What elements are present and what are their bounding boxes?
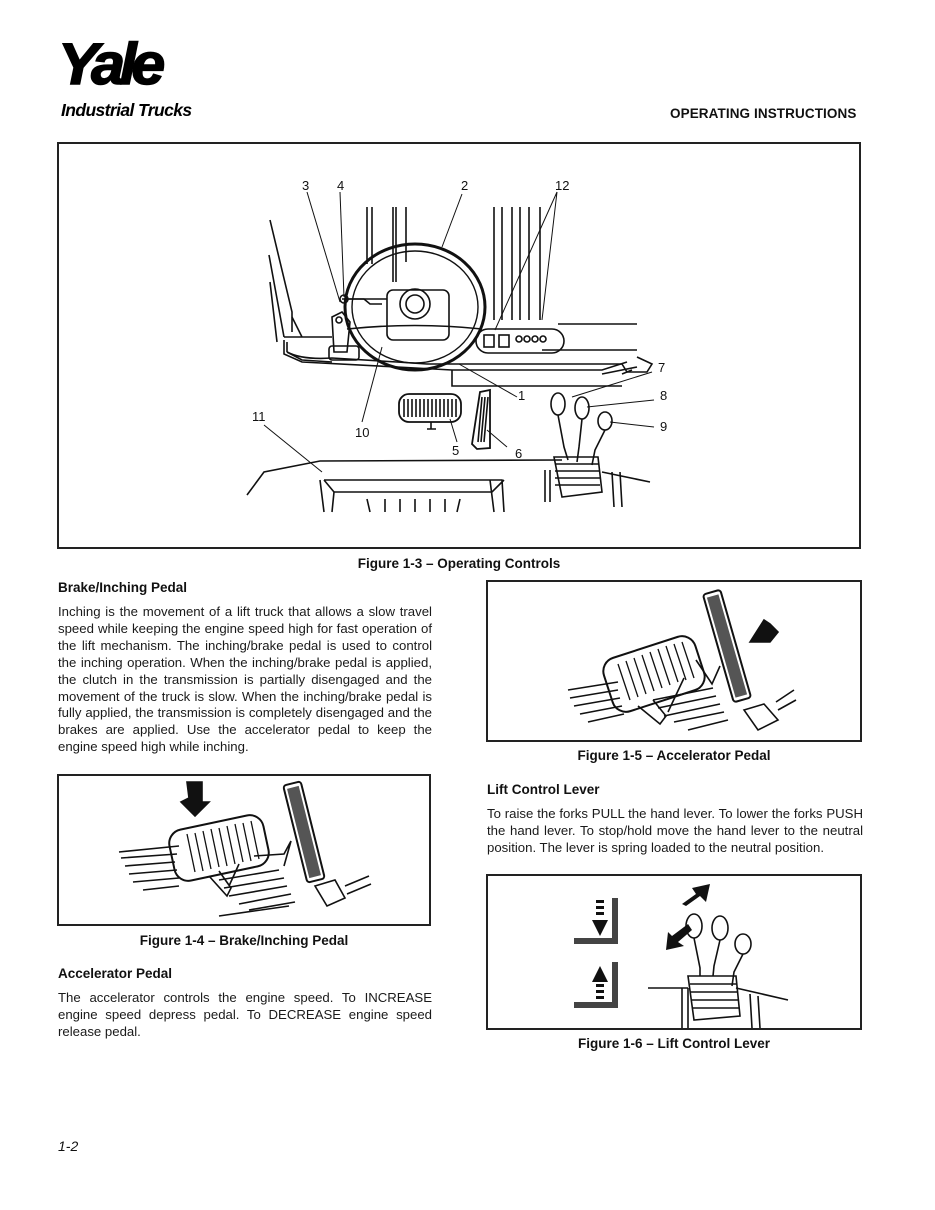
callout-3: 3 [302, 178, 310, 193]
caption-figure-1-5: Figure 1-5 – Accelerator Pedal [577, 748, 771, 763]
raise-forks-icon [574, 962, 618, 1008]
logo-subtitle: Industrial Trucks [61, 100, 192, 120]
callout-2: 2 [461, 178, 469, 193]
caption-figure-1-4: Figure 1-4 – Brake/Inching Pedal [139, 933, 349, 948]
figure-operating-controls [57, 142, 861, 549]
figure-brake-inching-pedal [57, 774, 431, 926]
lower-forks-icon [574, 898, 618, 944]
push-arrow-icon [666, 924, 692, 950]
press-down-arrow-icon [181, 782, 209, 816]
callout-4: 4 [337, 178, 345, 193]
caption-figure-1-3: Figure 1-3 – Operating Controls [357, 556, 561, 571]
paragraph-lift-control-lever: To raise the forks PULL the hand lever. To lower the forks PUSH the hand lever. To stop/hold move the hand lever to the neutral position. The lever is spring loaded to the neutral position. [487, 806, 863, 855]
section-title: OPERATING INSTRUCTIONS [670, 106, 857, 121]
figure-lift-control-lever [486, 874, 862, 1030]
callout-6: 6 [515, 446, 523, 461]
accelerator-pedal-drawing [488, 582, 860, 740]
callout-8: 8 [660, 388, 668, 403]
callout-11: 11 [252, 409, 266, 424]
page-number: 1-2 [58, 1138, 79, 1154]
heading-accelerator-pedal: Accelerator Pedal [58, 966, 173, 981]
caption-figure-1-6: Figure 1-6 – Lift Control Lever [577, 1036, 771, 1051]
heading-lift-control-lever: Lift Control Lever [487, 782, 600, 797]
callout-7: 7 [658, 360, 666, 375]
pull-arrow-icon [682, 884, 710, 906]
operating-controls-drawing [59, 144, 859, 547]
figure-accelerator-pedal [486, 580, 862, 742]
paragraph-accelerator-pedal: The accelerator controls the engine speed. To INCREASE engine speed depress pedal. To DECREASE engine speed release pedal. [58, 990, 432, 1039]
heading-brake-inching: Brake/Inching Pedal [58, 580, 188, 595]
callout-5: 5 [452, 443, 460, 458]
press-down-arrow-icon [750, 620, 778, 642]
callout-12: 12 [555, 178, 570, 193]
callout-10: 10 [355, 425, 370, 440]
lift-lever-drawing [488, 876, 860, 1028]
callout-9: 9 [660, 419, 668, 434]
callout-1: 1 [518, 388, 526, 403]
yale-logo: Yale [58, 32, 161, 97]
paragraph-brake-inching: Inching is the movement of a lift truck that allows a slow travel speed while keeping the engine speed high for fast operation of the lift mechanism. The inching/brake pedal is used to control the inching operation. When the inching/brake pedal is applied, the clutch in the transmission is partially disengaged and the movement of the truck is slow. When the inching/brake pedal is fully applied, the transmission is completely disengaged and the brakes are applied. Use the accelerator pedal to keep the engine speed high while inching. [58, 604, 432, 755]
brake-pedal-drawing [59, 776, 429, 924]
